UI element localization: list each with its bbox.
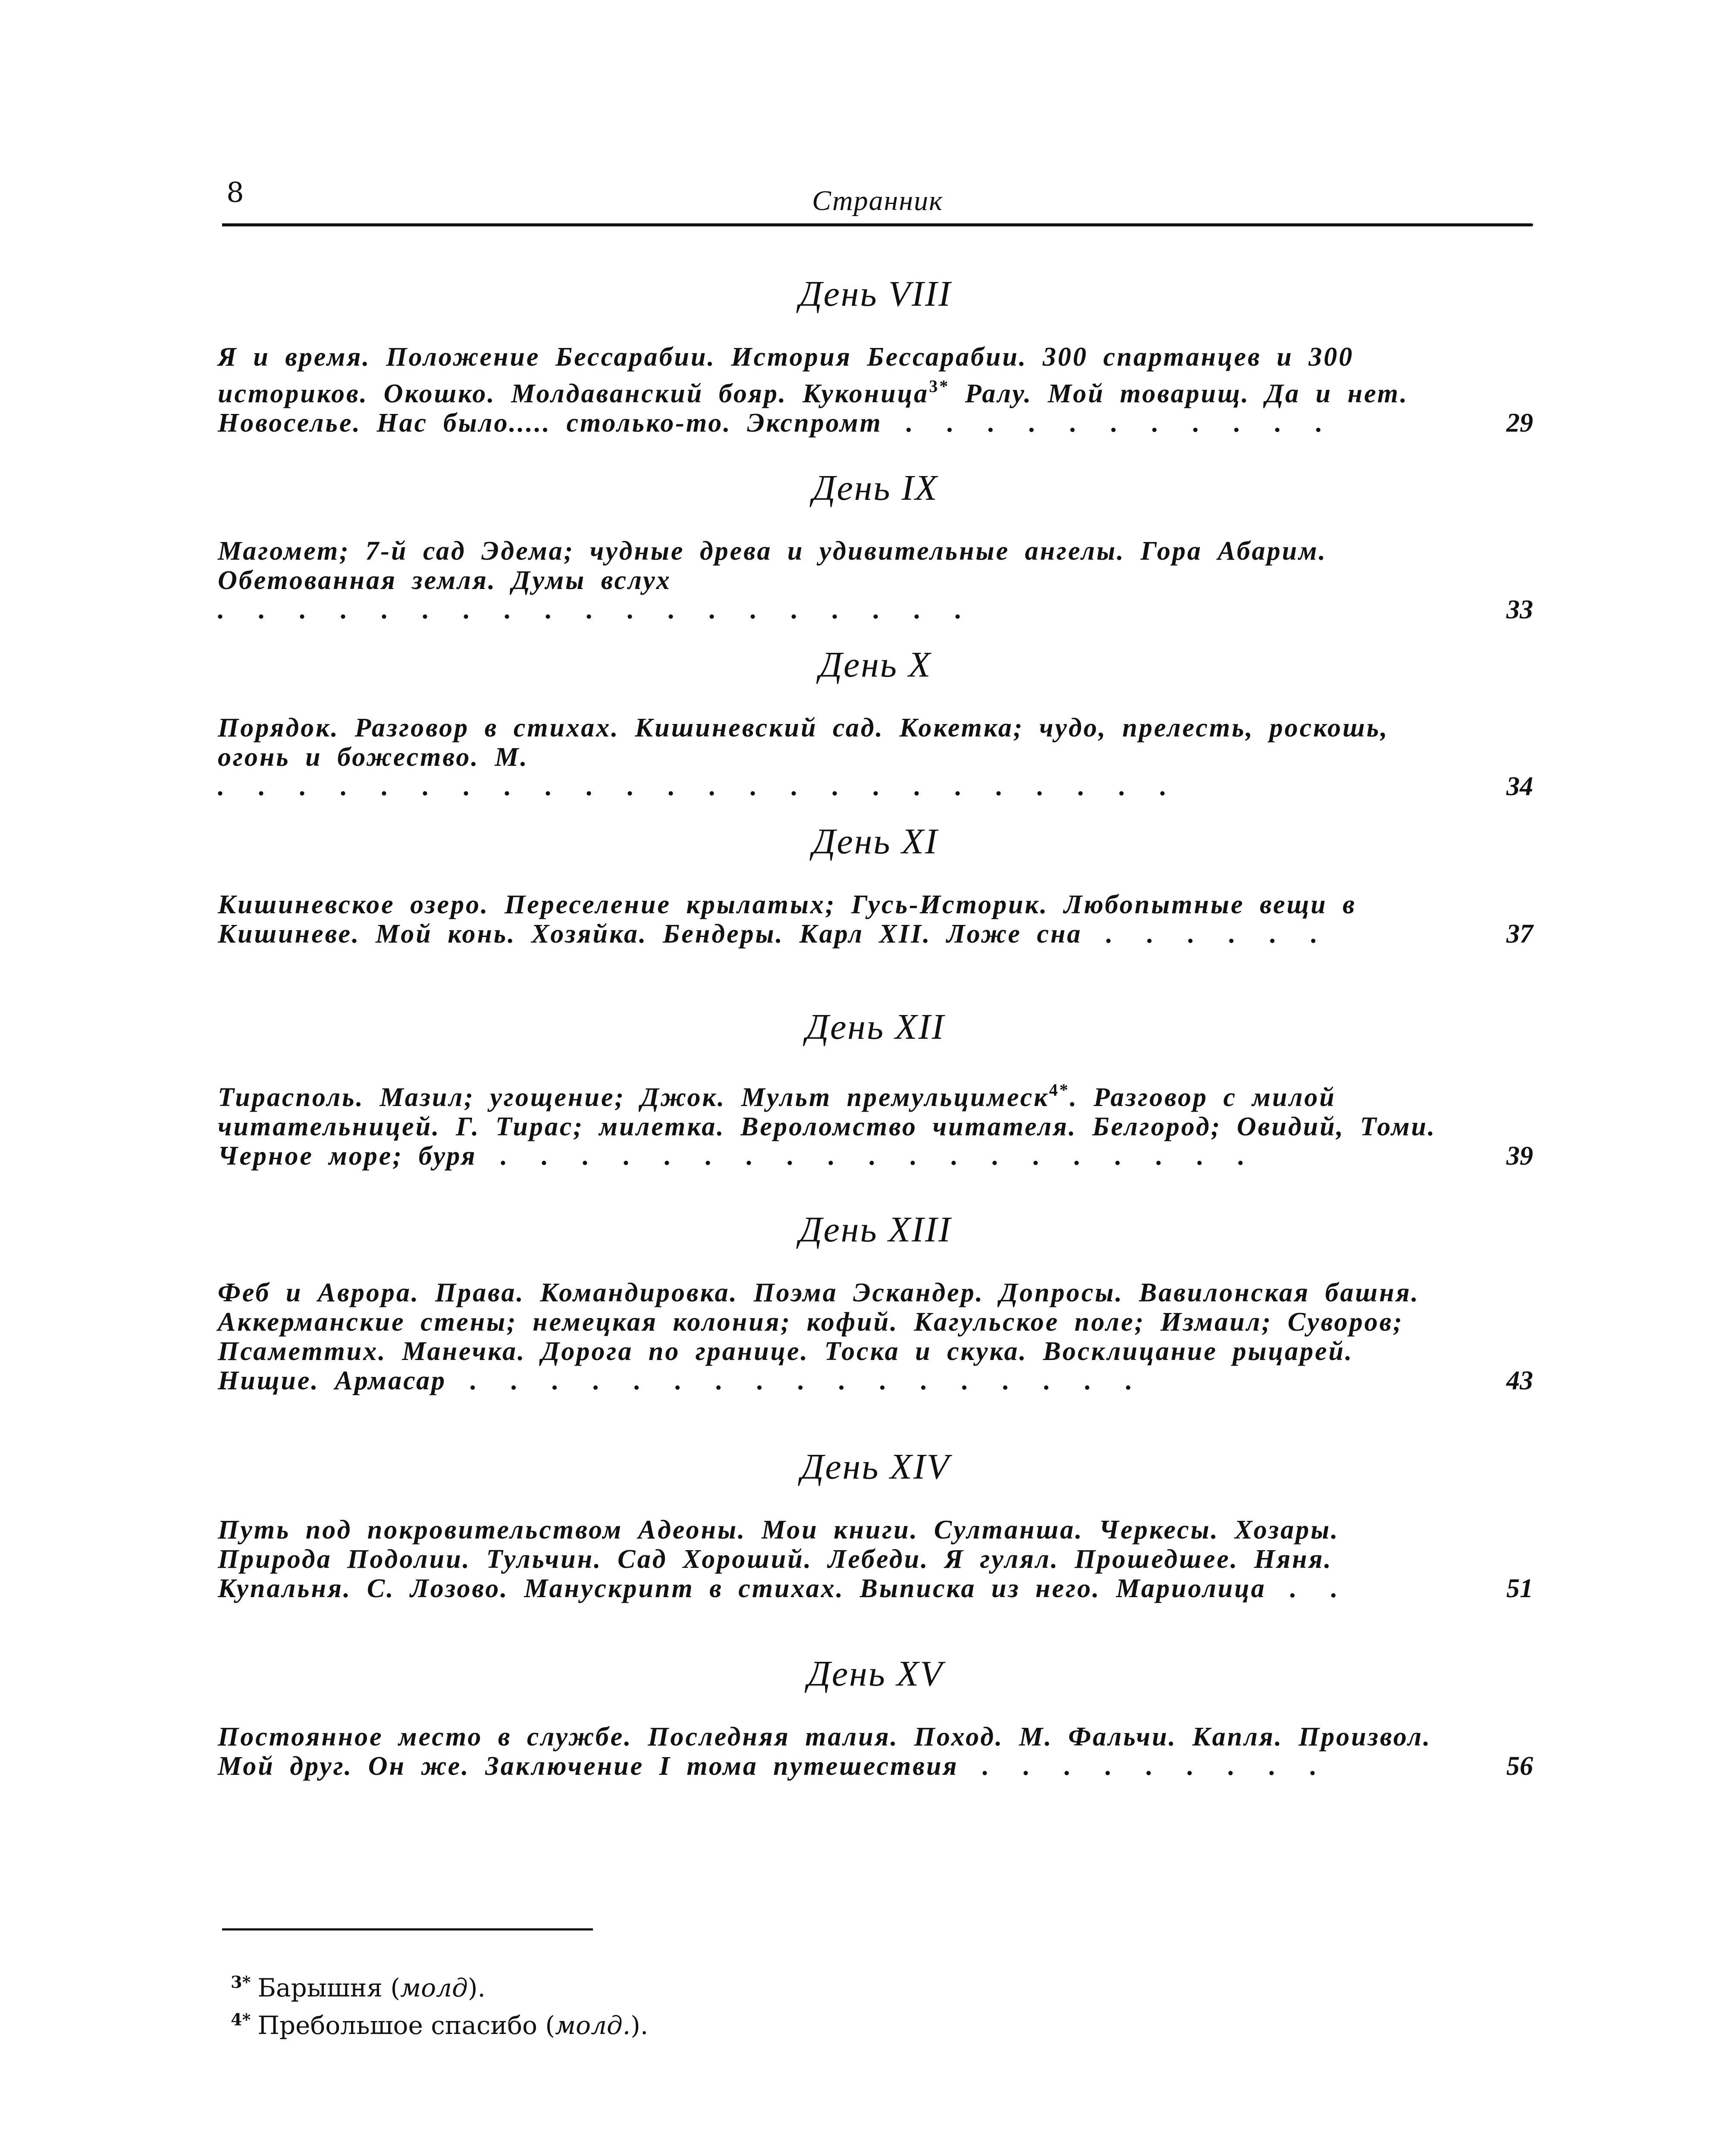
dot-leader: . . . . . . [1082,919,1328,949]
toc-section-day-13 [218,1212,1533,1395]
footnote-reference[interactable]: 4* [1049,1080,1070,1100]
dot-leader: . . . . . . . . . [958,1752,1327,1781]
entry-description: Тирасполь. Мазил; угощение; Джок. Мульт премульцимеск$^{4*}$. Разговор с милой читательницей. Г. Тирас; милетка. Вероломство читателя. Белгород; Овидий, Томи. Черное море; буря . . . . . . . . . . . . . . . . . . . [218,1080,1436,1171]
page-header [222,177,1533,224]
entry-page-number: 39 [1506,1141,1533,1171]
entry-page-number: 37 [1506,919,1533,949]
footnote-3: $^{3*}$ Барышня (молд). [231,1972,486,2002]
toc-entry[interactable] [218,1515,1533,1603]
toc-entry[interactable] [218,1278,1533,1395]
toc-section-day-15 [218,1656,1533,1781]
entry-description: Постоянное место в службе. Последняя талия. Поход. М. Фальчи. Капля. Произвол. Мой друг. Он же. Заключение I тома путешествия . . . . . . . . . [218,1722,1432,1781]
entry-page-number: 43 [1506,1366,1533,1395]
entry-page-number: 56 [1506,1752,1533,1781]
page-number: 8 [226,177,244,209]
toc-entry[interactable] [218,1722,1533,1781]
entry-page-number: 29 [1506,408,1533,438]
section-heading: День XIII [799,1210,952,1250]
footnote-4: $^{4*}$ Пребольшое спасибо (молд.). [231,2010,649,2040]
header-rule [222,223,1533,226]
dot-leader: . . . . . . . . . . . . . . . . . . . . . . . . [218,772,1177,801]
dot-leader: . . . . . . . . . . . . . . . . . . . [477,1141,1255,1171]
entry-description: Путь под покровительством Адеоны. Мои книги. Султанша. Черкесы. Хозары. Природа Подолии. Тульчин. Сад Хороший. Лебеди. Я гулял. Прошедшее. Няня. Купальня. С. Лозово. Манускрипт в стихах. Выписка из него. Мариолица . . [218,1515,1348,1603]
section-heading: День VIII [799,274,952,314]
toc-section-day-9 [218,470,1533,624]
toc-section-day-12 [218,1009,1533,1171]
footnote-separator [222,1928,593,1930]
toc-section-day-11 [218,821,1533,949]
toc-entry[interactable] [218,890,1533,949]
entry-page-number: 51 [1506,1574,1533,1603]
entry-description: Порядок. Разговор в стихах. Кишиневский сад. Кокетка; чудо, прелесть, роскошь, огонь и божество. М. . . . . . . . . . . . . . . . . . . . . . . . . [218,713,1389,801]
dot-leader: . . . . . . . . . . . . . . . . . [446,1366,1143,1395]
entry-description: Я и время. Положение Бессарабии. История Бессарабии. 300 спартанцев и 300 историков. Окошко. Молдаванский бояр. Куконица$^{3*}$ Ралу. Мой товарищ. Да и нет. Новоселье. Нас было..... столько-то. Экспромт . . . . . . . . . . . [218,342,1409,438]
toc-entry[interactable] [218,536,1533,624]
dot-leader: . . . . . . . . . . . . . . . . . . . [218,595,972,624]
toc-section-day-10 [218,647,1533,801]
footnotes [231,1966,648,2041]
section-heading: День XV [807,1654,944,1694]
footnote-mark: 4* [231,2010,251,2029]
entry-page-number: 33 [1506,595,1533,624]
section-heading: День XI [812,821,938,862]
entry-page-number: 34 [1506,772,1533,801]
toc-section-day-14 [218,1449,1533,1603]
dot-leader: . . [1266,1574,1348,1603]
section-heading: День X [819,645,932,685]
toc-section-day-8 [218,276,1533,438]
section-heading: День IX [812,468,938,508]
running-title: Странник [812,185,943,216]
entry-description: Магомет; 7-й сад Эдема; чудные древа и удивительные ангелы. Гора Абарим. Обетованная земля. Думы вслух . . . . . . . . . . . . . . . . . . . [218,536,1327,624]
section-heading: День XIV [800,1447,950,1487]
toc-entry[interactable] [218,713,1533,801]
entry-description: Феб и Аврора. Права. Командировка. Поэма Эскандер. Допросы. Вавилонская башня. Аккерманские стены; немецкая колония; кофий. Кагульское поле; Измаил; Суворов; Псаметтих. Манечка. Дорога по границе. Тоска и скука. Восклицание рыцарей. Нищие. Армасар . . . . . . . . . . . . . . . . . [218,1278,1420,1395]
dot-leader: . . . . . . . . . . . [882,408,1333,438]
toc-entry[interactable] [218,1075,1533,1171]
section-heading: День XII [806,1007,945,1047]
entry-description: Кишиневское озеро. Переселение крылатых; Гусь-Историк. Любопытные вещи в Кишиневе. Мой конь. Хозяйка. Бендеры. Карл XII. Ложе сна . . . . . . [218,890,1356,949]
toc-entry[interactable] [218,342,1533,438]
footnote-reference[interactable]: 3* [929,376,950,396]
footnote-mark: 3* [231,1972,251,1992]
